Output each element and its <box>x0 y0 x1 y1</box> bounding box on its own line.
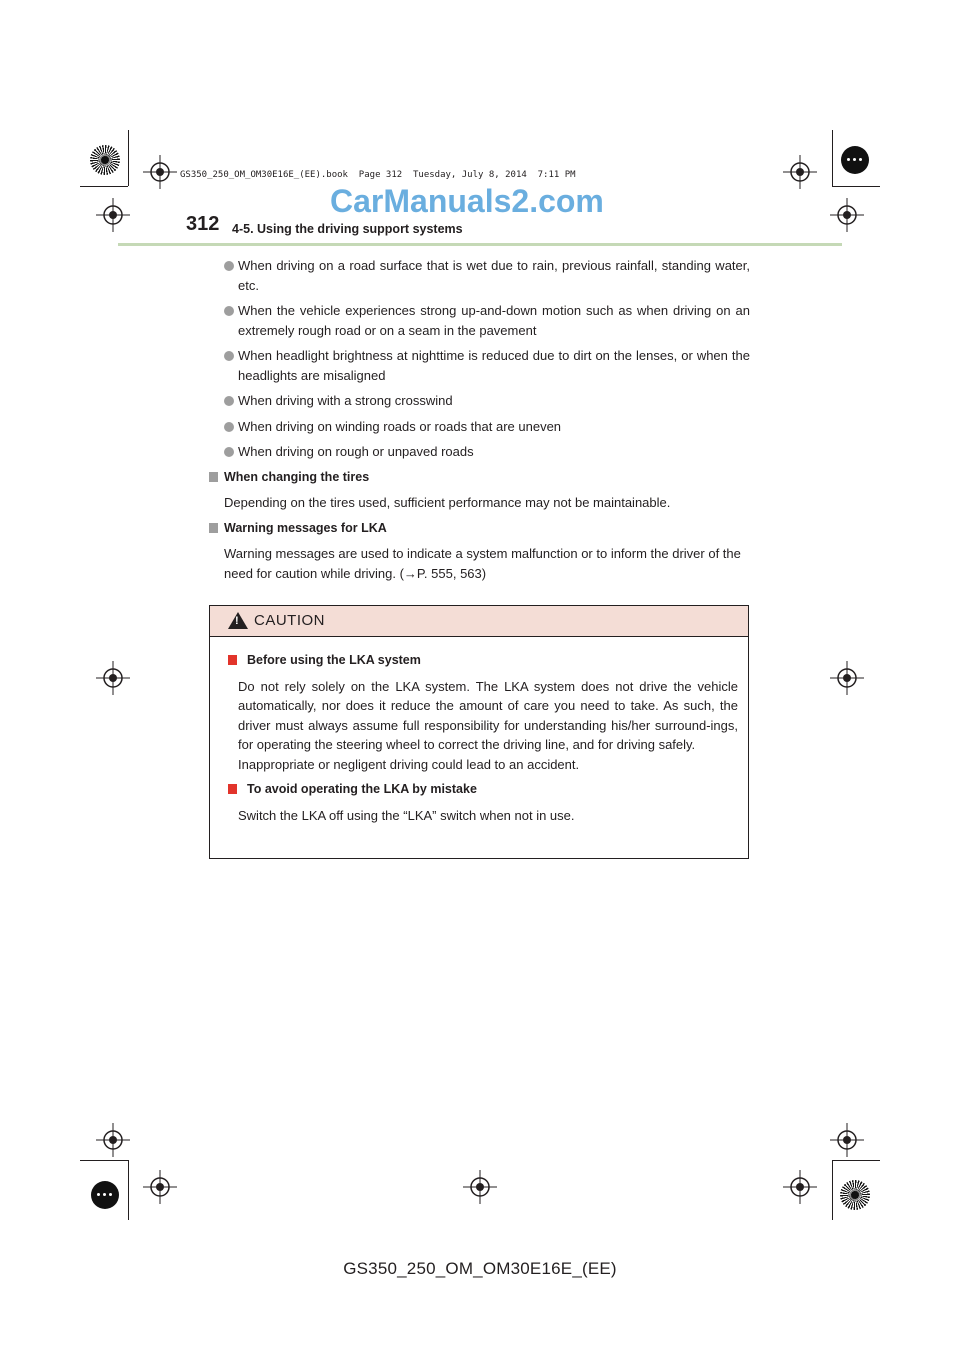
list-item-text: When the vehicle experiences strong up-and-down motion such as when driving on an extremely rough road or on a seam in the pavement <box>238 303 750 338</box>
watermark-text: CarManuals2.com <box>330 183 604 219</box>
dot-disc-icon <box>91 1181 119 1209</box>
list-item-text: When headlight brightness at nighttime is reduced due to dirt on the lenses, or when the headlights are misaligned <box>238 348 750 383</box>
color-target-icon <box>90 145 120 175</box>
registration-mark-icon <box>143 1170 177 1204</box>
caution-section-text: Do not rely solely on the LKA system. The LKA system does not drive the vehicle automatically, nor does it reduce the amount of care you need to take. As such, the driver must always assume full responsibility for understanding his/her surround-ings, for operating the steering wheel to correct the driving line, and for driving safely. <box>238 678 738 752</box>
registration-mark-icon <box>830 1123 864 1157</box>
bullet-icon <box>224 447 234 457</box>
print-header-text: GS350_250_OM_OM30E16E_(EE).book Page 312 Tuesday, July 8, 2014 7:11 PM <box>180 170 576 180</box>
registration-mark-icon <box>463 1170 497 1204</box>
bullet-icon <box>224 261 234 271</box>
caution-box <box>209 605 749 859</box>
list-item <box>224 417 750 437</box>
color-target-icon <box>840 1180 870 1210</box>
square-bullet-icon <box>209 472 218 482</box>
list-item-text: When driving on a road surface that is wet due to rain, previous rainfall, standing water, etc. <box>238 258 750 293</box>
caution-heading-text: To avoid operating the LKA by mistake <box>247 782 477 796</box>
registration-mark-icon <box>143 155 177 189</box>
square-bullet-icon <box>228 784 237 794</box>
registration-mark-icon <box>96 661 130 695</box>
warnings-heading <box>209 519 750 539</box>
registration-mark-icon <box>783 155 817 189</box>
list-item <box>224 256 750 295</box>
main-content <box>224 256 750 589</box>
registration-mark-icon <box>830 661 864 695</box>
caution-label: CAUTION <box>254 612 325 629</box>
list-item-text: When driving on winding roads or roads that are uneven <box>238 418 562 434</box>
caution-heading-text: Before using the LKA system <box>247 653 421 667</box>
caution-section-heading <box>228 780 738 800</box>
registration-mark-icon <box>783 1170 817 1204</box>
tires-text: Depending on the tires used, sufficient performance may not be maintainable. <box>224 495 671 510</box>
list-item <box>224 346 750 385</box>
bullet-icon <box>224 306 234 316</box>
list-item-text: When driving with a strong crosswind <box>238 393 453 408</box>
list-item-text: When driving on rough or unpaved roads <box>238 444 474 459</box>
tires-heading <box>209 468 750 488</box>
caution-section-heading <box>228 651 738 671</box>
warning-triangle-icon <box>228 612 248 629</box>
bullet-icon <box>224 351 234 361</box>
tires-heading-text: When changing the tires <box>224 469 370 484</box>
registration-mark-icon <box>96 1123 130 1157</box>
bullet-icon <box>224 396 234 406</box>
page-number: 312 <box>186 213 220 235</box>
list-item <box>224 442 750 462</box>
registration-mark-icon <box>830 198 864 232</box>
list-item <box>224 391 750 411</box>
square-bullet-icon <box>228 655 237 665</box>
section-title: 4-5. Using the driving support systems <box>232 222 463 236</box>
warnings-heading-text: Warning messages for LKA <box>224 520 387 535</box>
caution-section-text: Switch the LKA off using the “LKA” switch when not in use. <box>238 807 575 823</box>
footer-code: GS350_250_OM_OM30E16E_(EE) <box>343 1259 617 1278</box>
dot-disc-icon <box>841 146 869 174</box>
caution-header <box>210 606 748 637</box>
caution-body <box>210 637 748 825</box>
caution-section-text: Inappropriate or negligent driving could lead to an accident. <box>238 756 580 772</box>
list-item <box>224 301 750 340</box>
header-rule <box>118 243 842 246</box>
bullet-icon <box>224 422 234 432</box>
square-bullet-icon <box>209 523 218 533</box>
registration-mark-icon <box>96 198 130 232</box>
warnings-text: Warning messages are used to indicate a system malfunction or to inform the driver of the need for caution while driving. (→P. 555, 563) <box>224 546 741 581</box>
